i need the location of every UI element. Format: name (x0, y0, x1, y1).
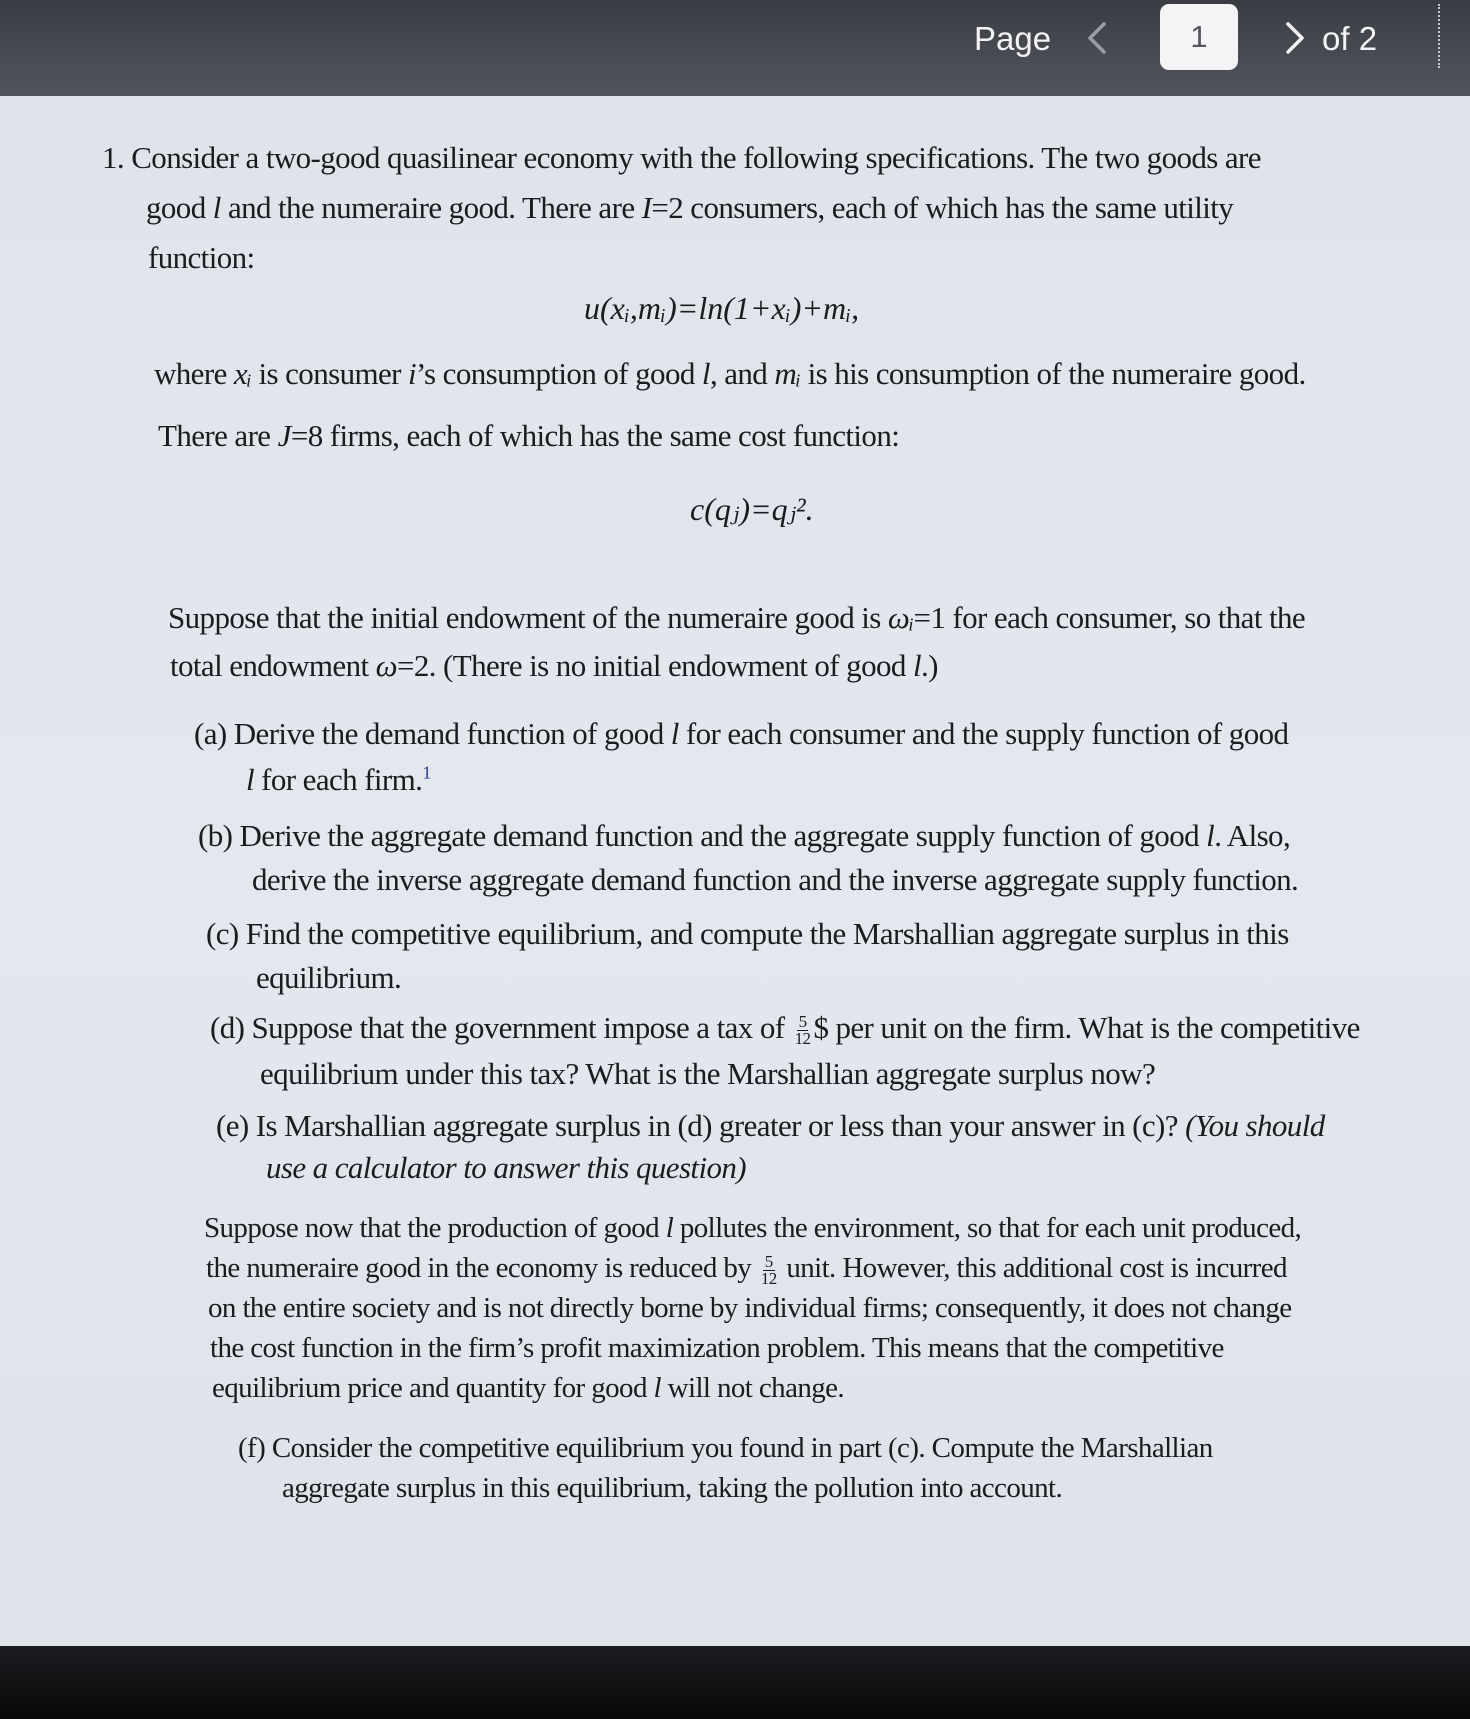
pollution-line-1: Suppose now that the production of good l pollutes the environment, so that for each unit produced, (204, 1212, 1302, 1244)
part-d-label: (d) (210, 1010, 245, 1045)
tax-fraction: $\frac{5}{12}$ (794, 1012, 811, 1049)
page-label: Page (974, 20, 1052, 57)
part-f-label: (f) (238, 1432, 266, 1464)
page-navigator (910, 4, 1470, 74)
cost-equation: c(qⱼ)=qⱼ². (690, 491, 814, 527)
firms-line: There are J=8 firms, each of which has the same cost function: (158, 418, 900, 453)
part-a-line-1: (a) Derive the demand function of good l for each consumer and the supply function of good (194, 716, 1289, 751)
pollution-line-5: equilibrium price and quantity for good l will not change. (212, 1372, 845, 1404)
pollution-line-2: the numeraire good in the economy is reduced by $\frac{5}{12}$ unit. However, this additional cost is incurred (206, 1251, 1287, 1288)
part-d-line-1: (d) Suppose that the government impose a tax of $\frac{5}{12}$ $ per unit on the firm. What is the competitive (210, 1010, 1360, 1049)
part-f-line-1: (f) Consider the competitive equilibrium you found in part (c). Compute the Marshallian (238, 1432, 1213, 1464)
toolbar-divider (1438, 4, 1440, 68)
endowment-line-2: total endowment ω=2. (There is no initial endowment of good l.) (170, 648, 938, 683)
part-f-line-2: aggregate surplus in this equilibrium, taking the pollution into account. (282, 1472, 1063, 1504)
footnote-mark[interactable]: 1 (422, 762, 431, 783)
where-line: where xᵢ is consumer i’s consumption of good l, and mᵢ is his consumption of the numeraire good. (154, 356, 1306, 391)
pollution-line-3: on the entire society and is not directly borne by individual firms; consequently, it does not change (208, 1292, 1292, 1324)
part-c-line-1: (c) Find the competitive equilibrium, and compute the Marshallian aggregate surplus in this (206, 916, 1289, 951)
chevron-left-icon[interactable] (1078, 18, 1118, 58)
part-b-line-2: derive the inverse aggregate demand function and the inverse aggregate supply function. (252, 862, 1299, 897)
part-b-label: (b) (198, 818, 233, 853)
pdf-toolbar (0, 0, 1470, 104)
part-c-line-2: equilibrium. (256, 960, 402, 995)
part-e-line-1: (e) Is Marshallian aggregate surplus in (d) greater or less than your answer in (c)? (You should (216, 1108, 1325, 1143)
page-number-input[interactable]: 1 (1160, 4, 1238, 70)
chevron-right-icon[interactable] (1274, 18, 1314, 58)
part-b-line-1: (b) Derive the aggregate demand function and the aggregate supply function of good l. Also, (198, 818, 1291, 853)
problem-intro-line-3: function: (148, 240, 255, 275)
problem-intro-line-2: good l and the numeraire good. There are I=2 consumers, each of which has the same utility (146, 190, 1234, 225)
page-total: of 2 (1322, 20, 1378, 57)
part-c-label: (c) (206, 916, 239, 951)
utility-equation: u(xᵢ,mᵢ)=ln(1+xᵢ)+mᵢ, (584, 290, 860, 326)
part-e-label: (e) (216, 1108, 249, 1143)
screen-bezel (0, 1646, 1470, 1719)
problem-number: 1. (102, 140, 125, 175)
part-a-line-2: l for each firm.$^1$ (246, 762, 431, 797)
part-a-label: (a) (194, 716, 227, 751)
part-e-line-2: use a calculator to answer this question) (266, 1150, 746, 1185)
pollution-fraction: $\frac{5}{12}$ (760, 1251, 777, 1288)
pollution-line-4: the cost function in the firm’s profit maximization problem. This means that the competitive (210, 1332, 1224, 1364)
document-page (0, 96, 1470, 1646)
endowment-line-1: Suppose that the initial endowment of the numeraire good is ωᵢ=1 for each consumer, so that the (168, 600, 1306, 635)
part-d-line-2: equilibrium under this tax? What is the Marshallian aggregate surplus now? (260, 1056, 1156, 1091)
problem-intro-line-1: 1. Consider a two-good quasilinear economy with the following specifications. The two goods are (102, 140, 1261, 175)
